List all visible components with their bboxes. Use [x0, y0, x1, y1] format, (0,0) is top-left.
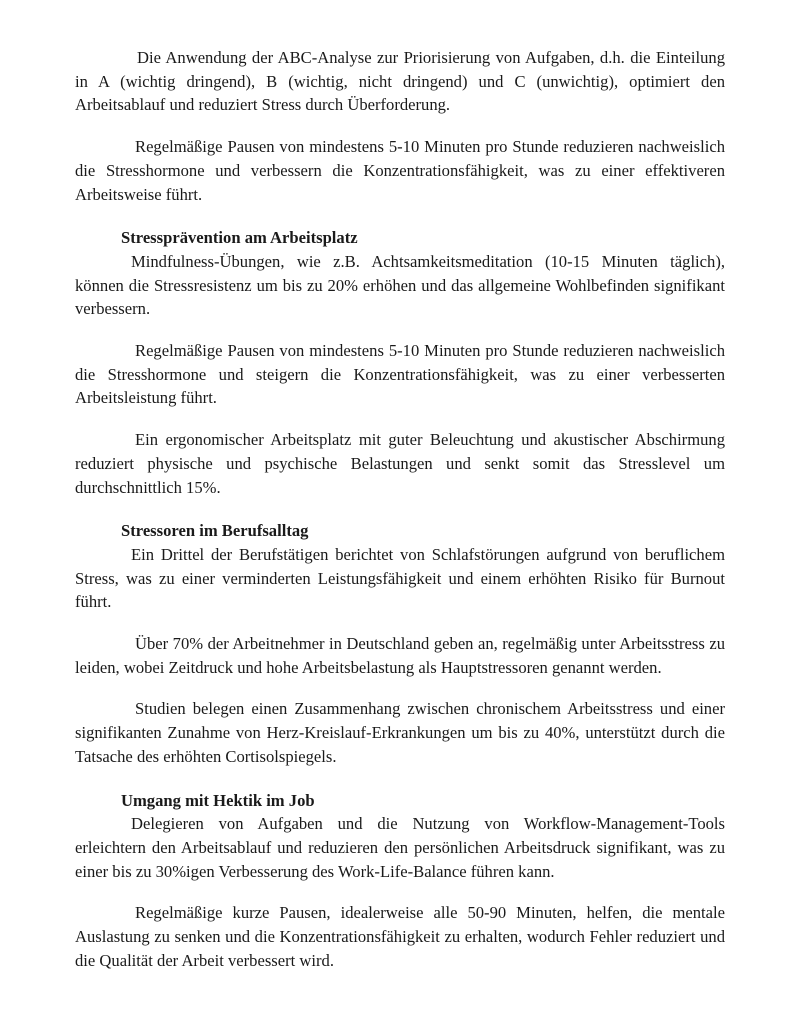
- section-heading-hectic-job: Umgang mit Hektik im Job: [121, 790, 315, 810]
- intro-paragraph-abc-analysis: Die Anwendung der ABC-Analyse zur Priorisierung von Aufgaben, d.h. die Einteilung in A (wichtig dringend), B (wichtig, nicht dringend) und C (unwichtig), optimiert den Arbeitsablauf und reduziert Stress durch Überforderung.: [75, 48, 725, 115]
- paragraph-work-stress-survey: Über 70% der Arbeitnehmer in Deutschland geben an, regelmäßig unter Arbeitsstress zu leiden, wobei Zeitdruck und hohe Arbeitsbelastung als Hauptstressoren genannt werden.: [75, 634, 725, 677]
- paragraph-regular-breaks: Regelmäßige Pausen von mindestens 5-10 Minuten pro Stunde reduzieren nachweislich die Stresshormone und steigern die Konzentrationsfähigkeit, was zu einer verbesserten Arbeitsleistung führt.: [75, 341, 725, 408]
- paragraph-sleep-disorders: Ein Drittel der Berufstätigen berichtet von Schlafstörungen aufgrund von beruflichem Stress, was zu einer verminderten Leistungsfähigkeit und einem erhöhten Risiko für Burnout führt.: [75, 544, 725, 612]
- paragraph-short-breaks: Regelmäßige kurze Pausen, idealerweise alle 50-90 Minuten, helfen, die mentale Auslastung zu senken und die Konzentrationsfähigkeit zu erhalten, wodurch Fehler reduziert und die Qualität der Arbeit verbessert wird.: [75, 903, 725, 970]
- document-body: [75, 46, 725, 991]
- intro-paragraph-breaks: Regelmäßige Pausen von mindestens 5-10 Minuten pro Stunde reduzieren nachweislich die Stresshormone und verbessern die Konzentrationsfähigkeit, was zu einer effektiveren Arbeitsweise führt.: [75, 137, 725, 204]
- section-heading-stressors: Stressoren im Berufsalltag: [121, 521, 309, 541]
- paragraph-delegation: Delegieren von Aufgaben und die Nutzung von Workflow-Management-Tools erleichtern den Arbeitsablauf und reduzieren den persönlichen Arbeitsdruck signifikant, was zu einer bis zu 30%igen Verbesserung des Work-Life-Balance führen kann.: [75, 814, 725, 881]
- paragraph-cardiovascular-studies: Studien belegen einen Zusammenhang zwischen chronischem Arbeitsstress und einer signifikanten Zunahme von Herz-Kreislauf-Erkrankungen um bis zu 40%, unterstützt durch die Tatsache des erhöhten Cortisolspiegels.: [75, 699, 725, 766]
- paragraph-ergonomic-workplace: Ein ergonomischer Arbeitsplatz mit guter Beleuchtung und akustischer Abschirmung reduziert physische und psychische Belastungen und senkt somit das Stresslevel um durchschnittlich 15%.: [75, 430, 725, 497]
- section-heading-stress-prevention: Stressprävention am Arbeitsplatz: [121, 228, 358, 248]
- paragraph-mindfulness: Mindfulness-Übungen, wie z.B. Achtsamkeitsmeditation (10-15 Minuten täglich), können die Stressresistenz um bis zu 20% erhöhen und das allgemeine Wohlbefinden signifikant verbessern.: [75, 251, 725, 319]
